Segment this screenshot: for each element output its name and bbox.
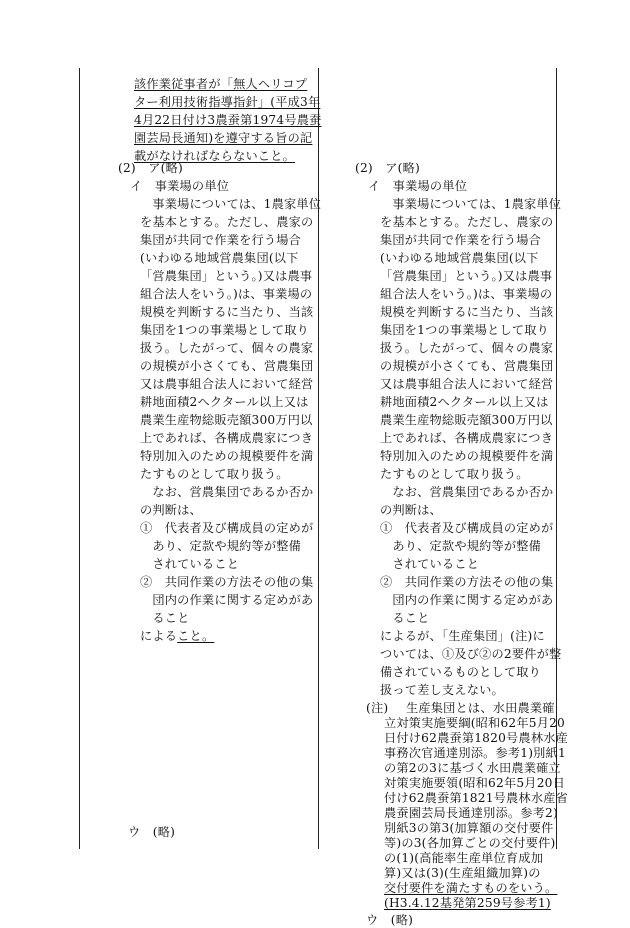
left-body-line: 上であれば、各構成農家につき xyxy=(140,431,314,445)
right-body-line: 農業生産物総販売額300万円以 xyxy=(380,413,553,427)
left-body-line: の判断は、 xyxy=(140,503,202,517)
right-item-i-heading: イ 事業場の単位 xyxy=(368,179,468,193)
left-closing-prefix: による xyxy=(140,629,178,643)
left-body-line: 「営農集団」という。)又は農事 xyxy=(140,269,313,283)
rule-center xyxy=(318,68,319,849)
left-closing xyxy=(140,628,214,644)
right-condition-1: あり、定款や規約等が整備 xyxy=(380,539,542,553)
right-note-line: 算)又は(3)(生産組織加算)の xyxy=(384,866,541,880)
right-note-line: の(1)(高能率生産単位育成加 xyxy=(384,851,544,865)
right-section-2: (2) ア(略) xyxy=(355,161,420,175)
left-body-line: 集団を1つの事業場として取り xyxy=(140,323,309,337)
left-top-line-4: 園芸局長通知)を遵守する旨の記 xyxy=(134,131,313,145)
left-top-line-2: ター利用技術指導指針」(平成3年 xyxy=(134,95,321,109)
left-body-line: 集団が共同で作業を行う場合 xyxy=(140,233,302,247)
left-section-2: (2) ア(略) xyxy=(118,161,183,175)
left-body-line: なお、営農集団であるか否か xyxy=(140,485,314,499)
right-body-line: 特別加入のための規模要件を満 xyxy=(380,449,554,463)
left-top-line-5: 載がなければならないこと。 xyxy=(134,149,296,163)
right-body-line: 規模を判断するに当たり、当該 xyxy=(380,305,554,319)
right-condition-2: ② 共同作業の方法その他の集 xyxy=(380,575,554,589)
rule-left-outer xyxy=(79,68,80,849)
left-closing-underlined: こと。 xyxy=(177,629,215,643)
right-body-line: (いわゆる地域営農集団(以下 xyxy=(380,251,539,265)
right-note-line: 交付要件を満たすものをいう。 xyxy=(384,881,558,895)
left-condition-1: ① 代表者及び構成員の定めが xyxy=(140,521,314,535)
right-closing-line: 備されているものとして取り xyxy=(380,665,542,679)
left-body-line: 特別加入のための規模要件を満 xyxy=(140,449,314,463)
right-body-line: 集団が共同で作業を行う場合 xyxy=(380,233,542,247)
left-body-line: たすものとして取り扱う。 xyxy=(140,467,289,481)
left-body-line: の規模が小さくても、営農集団 xyxy=(140,359,314,373)
left-body-line: 規模を判断するに当たり、当該 xyxy=(140,305,314,319)
right-note-line: 対策実施要領(昭和62年5月20日 xyxy=(384,776,565,790)
left-body-line: 組合法人をいう。)は、事業場の xyxy=(140,287,313,301)
right-condition-2: ること xyxy=(380,611,430,625)
left-condition-2: ること xyxy=(140,611,190,625)
right-condition-2: 団内の作業に関する定めがあ xyxy=(380,593,554,607)
right-closing-line: ついては、①及び②の2要件が整 xyxy=(380,647,562,661)
right-note-line: 付け62農蚕第1821号農林水産省 xyxy=(384,791,568,805)
left-condition-2: 団内の作業に関する定めがあ xyxy=(140,593,314,607)
right-note-line: 立対策実施要綱(昭和62年5月20 xyxy=(384,716,565,730)
left-condition-1: あり、定款や規約等が整備 xyxy=(140,539,302,553)
right-body-line: 上であれば、各構成農家につき xyxy=(380,431,554,445)
left-body-line: 耕地面積2ヘクタール以上又は xyxy=(140,395,309,409)
right-note-line: の第2の3に基づく水田農業確立 xyxy=(384,761,561,775)
right-body-line: の判断は、 xyxy=(380,503,442,517)
right-body-line: 又は農事組合法人において経営 xyxy=(380,377,554,391)
right-note-line: 日付け62農蚕第1820号農林水産 xyxy=(384,731,568,745)
right-note-line: 別紙3の第3(加算額の交付要件 xyxy=(384,821,554,835)
right-body-line: 扱う。したがって、個々の農家 xyxy=(380,341,554,355)
right-body-line: たすものとして取り扱う。 xyxy=(380,467,529,481)
right-condition-1: されていること xyxy=(380,557,480,571)
left-body-line: 又は農事組合法人において経営 xyxy=(140,377,314,391)
left-body-line: 扱う。したがって、個々の農家 xyxy=(140,341,314,355)
left-top-line-3: 4月22日付け3農蚕第1974号農蚕 xyxy=(134,113,322,127)
right-body-line: 事業場については、1農家単位 xyxy=(380,197,562,211)
right-note-label: (注) xyxy=(366,701,389,715)
left-body-line: 農業生産物総販売額300万円以 xyxy=(140,413,313,427)
right-body-line: 耕地面積2ヘクタール以上又は xyxy=(380,395,549,409)
left-body-line: 事業場については、1農家単位 xyxy=(140,197,322,211)
left-top-line-1: 該作業従事者が「無人ヘリコプ xyxy=(134,77,308,91)
left-condition-1: されていること xyxy=(140,557,240,571)
right-condition-1: ① 代表者及び構成員の定めが xyxy=(380,521,554,535)
right-body-line: 「営農集団」という。)又は農事 xyxy=(380,269,553,283)
right-note-line: 事務次官通達別添。参考1)別紙1 xyxy=(384,746,566,760)
left-condition-2: ② 共同作業の方法その他の集 xyxy=(140,575,314,589)
right-note-line: 農蚕園芸局長通達別添。参考2) xyxy=(384,806,558,820)
right-note-line: 等)の3(各加算ごとの交付要件) xyxy=(384,836,556,850)
right-body-line: 集団を1つの事業場として取り xyxy=(380,323,549,337)
right-body-line: の規模が小さくても、営農集団 xyxy=(380,359,554,373)
left-body-line: を基本とする。ただし、農家の xyxy=(140,215,314,229)
left-item-i-heading: イ 事業場の単位 xyxy=(130,179,230,193)
left-item-u: ウ (略) xyxy=(128,825,176,839)
right-closing-line: 扱って差し支えない。 xyxy=(380,683,504,697)
right-closing-line: によるが、「生産集団」(注)に xyxy=(380,629,545,643)
left-body-line: (いわゆる地域営農集団(以下 xyxy=(140,251,299,265)
right-note-line: 生産集団とは、水田農業確 xyxy=(406,701,555,715)
right-item-u: ウ (略) xyxy=(366,913,414,927)
right-body-line: 組合法人をいう。)は、事業場の xyxy=(380,287,553,301)
right-body-line: を基本とする。ただし、農家の xyxy=(380,215,554,229)
right-note-line: (H3.4.12基発第259号参考1) xyxy=(384,896,551,910)
right-body-line: なお、営農集団であるか否か xyxy=(380,485,554,499)
